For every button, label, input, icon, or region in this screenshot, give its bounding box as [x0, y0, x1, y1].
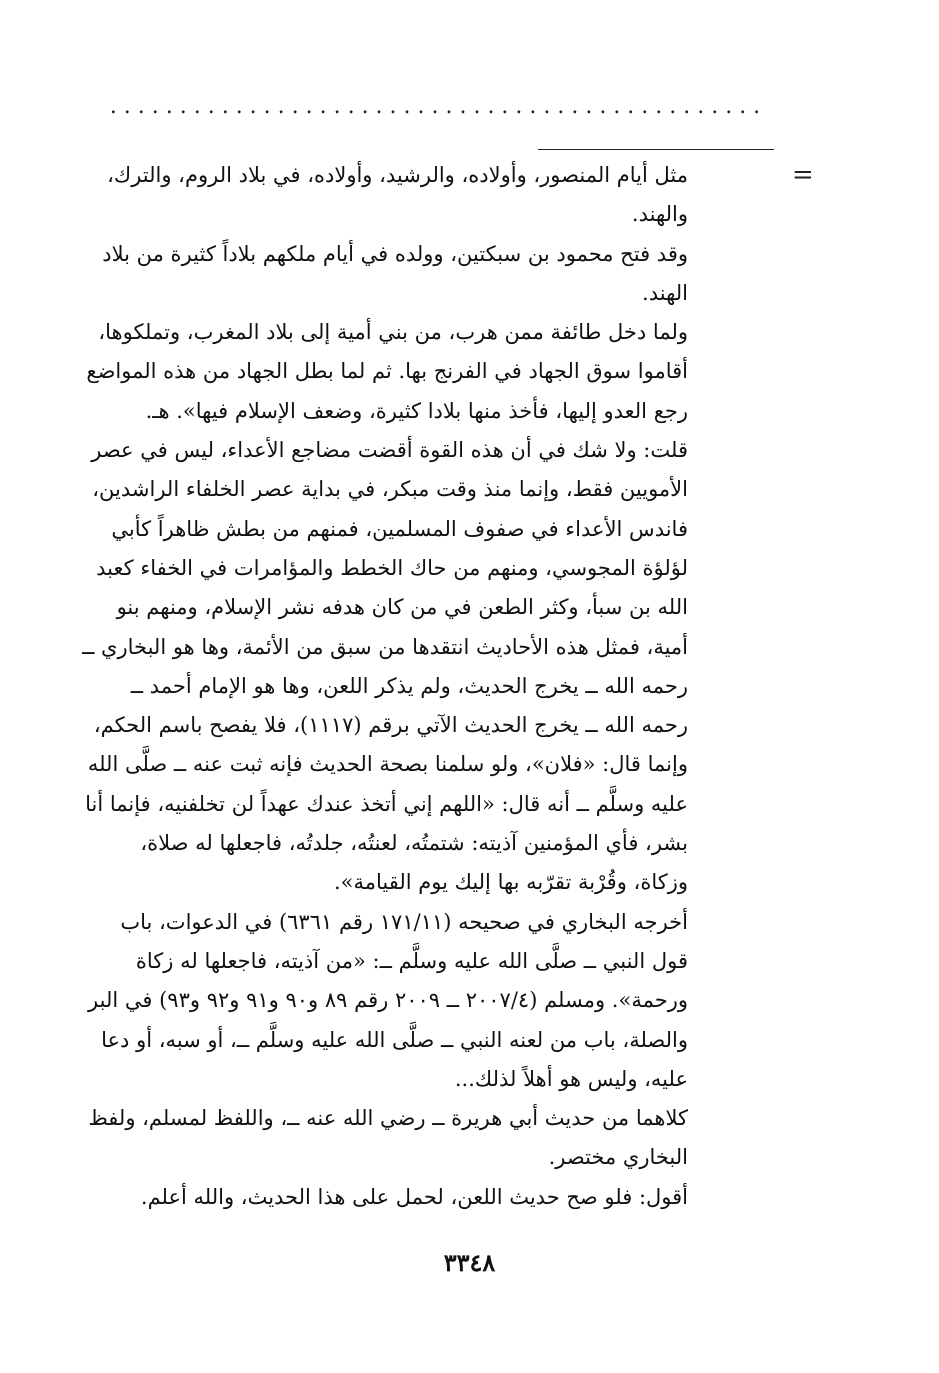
paragraph: قلت: ولا شك في أن هذه القوة أقضت مضاجع الأعداء، ليس في عصر الأمويين فقط، وإنما منذ وقت مبكر، في بداية عصر الخلفاء الراشدين، فاندس الأعداء في صفوف المسلمين، فمنهم من بطش ظاهراً كأبي لؤلؤة المجوسي، ومنهم من حاك الخطط والمؤامرات في الخفاء كعبد الله بن سبأ، وكثر الطعن في من كان هدفه نشر الإسلام، ومنهم بنو أمية، فمثل هذه الأحاديث انتقدها من سبق من الأئمة، وها هو البخاري ــ رحمه الله ــ يخرج الحديث، ولم يذكر اللعن، وها هو الإمام أحمد ــ رحمه الله ــ يخرج الحديث الآتي برقم (١١١٧)، فلا يفصح باسم الحكم، وإنما قال: «فلان»، ولو سلمنا بصحة الحديث فإنه ثبت عنه ــ صلَّى الله عليه وسلَّم ــ أنه قال: «اللهم إني أتخذ عندك عهداً لن تخلفنيه، فإنما أنا بشر، فأي المؤمنين آذيته: شتمتُه، لعنتُه، جلدتُه، فاجعلها له صلاة، وزكاة، وقُرْبة تقرّبه بها إليك يوم القيامة». [82, 438, 688, 895]
paragraph: أقول: فلو صح حديث اللعن، لحمل على هذا الحديث، والله أعلم. [140, 1184, 688, 1209]
paragraph: أخرجه البخاري في صحيحه (١٧١/١١ رقم ٦٣٦١) في الدعوات، باب قول النبي ــ صلَّى الله عليه وسلَّم ــ: «من آذيته، فاجعلها له زكاة ورحمة». ومسلم (٢٠٠٧/٤ ــ ٢٠٠٩ رقم ٨٩ و٩٠ و٩١ و٩٢ و٩٣) في البر والصلة، باب من لعنه النبي ــ صلَّى الله عليه وسلَّم ــ، أو سبه، أو دعا عليه، وليس هو أهلاً لذلك... [88, 909, 688, 1091]
continuation-mark: = [792, 160, 814, 190]
page-number: ٣٣٤٨ [443, 1248, 496, 1277]
paragraph: ولما دخل طائفة ممن هرب، من بني أمية إلى بلاد المغرب، وتملكوها، أقاموا سوق الجهاد في الفرنج بها. ثم لما بطل الجهاد من هذه المواضع رجع العدو إليها، فأخذ منها بلادا كثيرة، وضعف الإسلام فيها». هـ. [86, 320, 688, 423]
footnote-rule [538, 149, 774, 150]
dotted-separator: . . . . . . . . . . . . . . . . . . . . . . . . . . . . . . . . . . . . . . . . . . . . . . . [109, 94, 761, 119]
paragraph: كلاهما من حديث أبي هريرة ــ رضي الله عنه ــ، واللفظ لمسلم، ولفظ البخاري مختصر. [88, 1106, 688, 1170]
paragraph: مثل أيام المنصور، وأولاده، والرشيد، وأولاده، في بلاد الروم، والترك، والهند. [107, 163, 688, 227]
footnote-text [82, 156, 688, 1217]
paragraph: وقد فتح محمود بن سبكتين، وولده في أيام ملكهم بلاداً كثيرة من بلاد الهند. [102, 241, 688, 305]
